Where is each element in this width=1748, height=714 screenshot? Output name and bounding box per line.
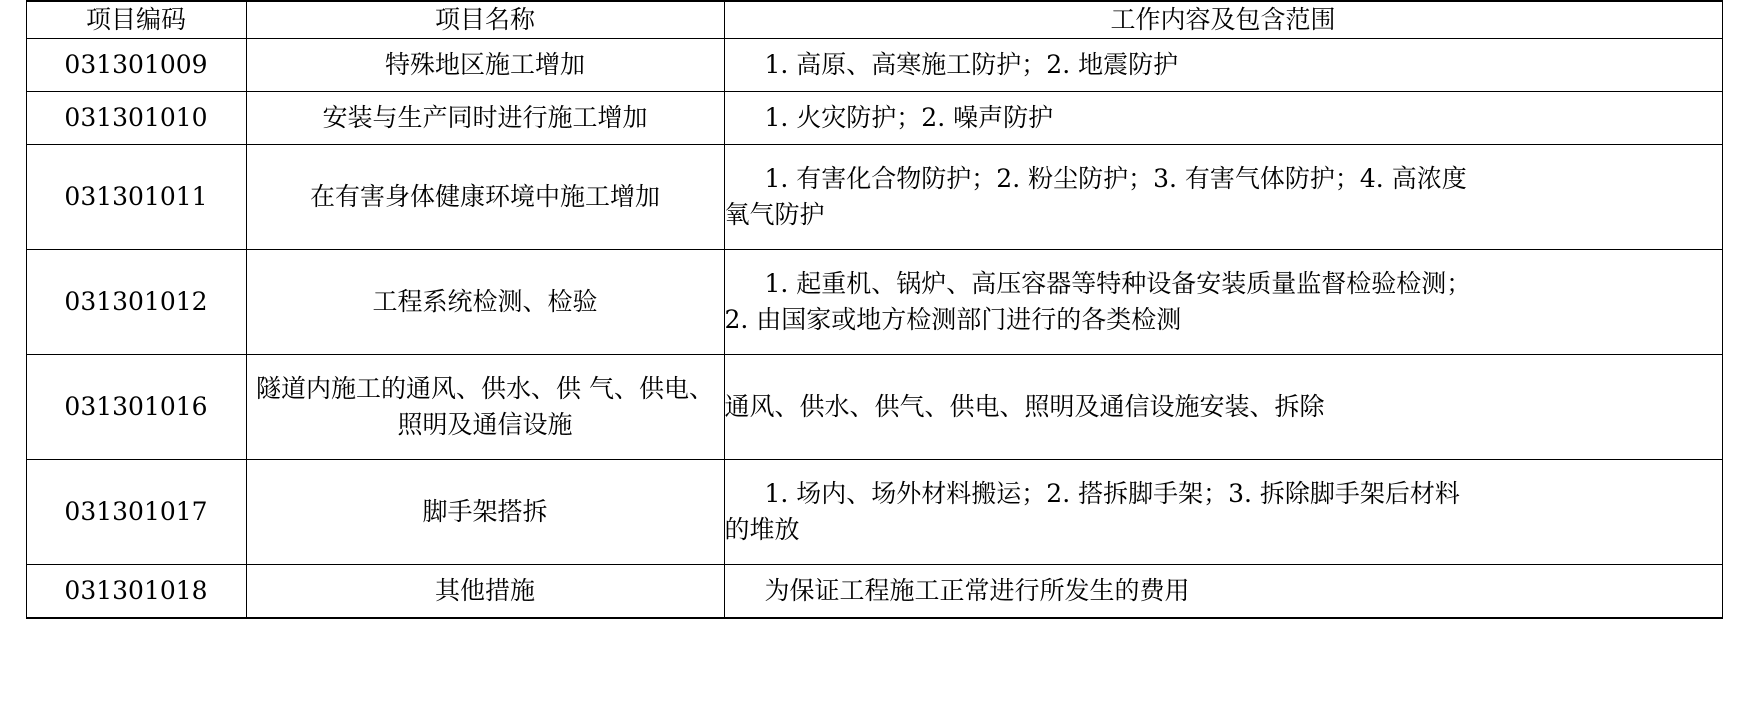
cell-desc bbox=[724, 354, 1722, 459]
desc-line: 1. 高原、高寒施工防护；2. 地震防护 bbox=[764, 49, 1179, 79]
cell-desc bbox=[724, 38, 1722, 91]
name-line: 隧道内施工的通风、供水、供 bbox=[256, 374, 582, 403]
cell-name: 在有害身体健康环境中施工增加 bbox=[246, 144, 724, 249]
desc-line: 1. 火灾防护；2. 噪声防护 bbox=[764, 102, 1054, 132]
table-row bbox=[26, 91, 1722, 144]
desc-line: 1. 场内、场外材料搬运；2. 搭拆脚手架；3. 拆除脚手架后材料 bbox=[764, 479, 1460, 508]
column-header-name: 项目名称 bbox=[246, 1, 724, 38]
cell-desc bbox=[724, 144, 1722, 249]
desc-line: 1. 起重机、锅炉、高压容器等特种设备安装质量监督检验检测； bbox=[764, 269, 1472, 298]
table-row bbox=[26, 459, 1722, 564]
cell-name: 其他措施 bbox=[246, 564, 724, 618]
name-line: 气、供电、照明及通信设施 bbox=[397, 374, 714, 439]
cell-code: 031301017 bbox=[26, 459, 246, 564]
desc-line: 为保证工程施工正常进行所发生的费用 bbox=[764, 575, 1190, 605]
cell-desc bbox=[724, 91, 1722, 144]
table-row bbox=[26, 354, 1722, 459]
cell-name bbox=[246, 354, 724, 459]
cell-name: 脚手架搭拆 bbox=[246, 459, 724, 564]
cell-name: 工程系统检测、检验 bbox=[246, 249, 724, 354]
cell-code: 031301016 bbox=[26, 354, 246, 459]
cell-code: 031301009 bbox=[26, 38, 246, 91]
column-header-desc: 工作内容及包含范围 bbox=[724, 1, 1722, 38]
desc-line: 2. 由国家或地方检测部门进行的各类检测 bbox=[724, 304, 1182, 334]
table-row bbox=[26, 249, 1722, 354]
table-row bbox=[26, 38, 1722, 91]
cell-desc bbox=[724, 459, 1722, 564]
table-header-row bbox=[26, 1, 1722, 38]
desc-line: 氧气防护 bbox=[724, 199, 825, 229]
cell-name: 特殊地区施工增加 bbox=[246, 38, 724, 91]
desc-line: 1. 有害化合物防护；2. 粉尘防护；3. 有害气体防护；4. 高浓度 bbox=[764, 164, 1467, 193]
table-row bbox=[26, 564, 1722, 618]
specification-table bbox=[26, 0, 1723, 619]
cell-code: 031301010 bbox=[26, 91, 246, 144]
table-row bbox=[26, 144, 1722, 249]
cell-code: 031301018 bbox=[26, 564, 246, 618]
cell-name: 安装与生产同时进行施工增加 bbox=[246, 91, 724, 144]
desc-line: 的堆放 bbox=[724, 514, 800, 544]
column-header-code: 项目编码 bbox=[26, 1, 246, 38]
desc-line: 通风、供水、供气、供电、照明及通信设施安装、拆除 bbox=[724, 391, 1325, 421]
cell-code: 031301012 bbox=[26, 249, 246, 354]
cell-desc bbox=[724, 564, 1722, 618]
cell-desc bbox=[724, 249, 1722, 354]
cell-code: 031301011 bbox=[26, 144, 246, 249]
